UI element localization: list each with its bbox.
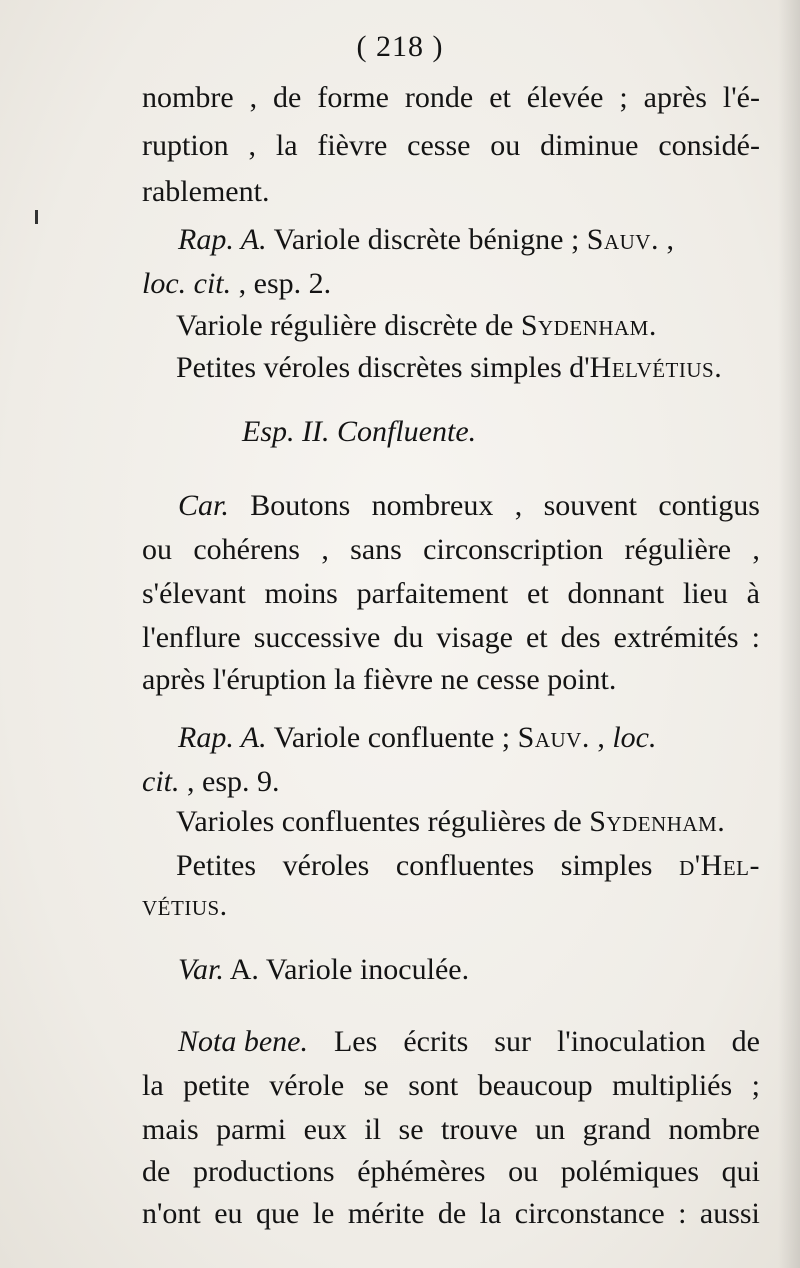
word: la	[275, 129, 298, 162]
word: que	[255, 1197, 300, 1230]
word: la	[479, 1197, 502, 1230]
sydenham-line-1	[142, 306, 794, 346]
word: régulière	[624, 533, 732, 566]
nota-word-3: sur	[494, 1025, 531, 1058]
nota-bene-label: Nota bene.	[178, 1025, 308, 1058]
sydenham-name-1: Sydenham.	[520, 309, 657, 342]
word: élevée	[526, 81, 604, 114]
rap-label-2: Rap. A.	[178, 721, 267, 754]
cit-label-2: cit.	[142, 765, 180, 798]
word: circonstance	[514, 1197, 665, 1230]
word: ou	[142, 533, 172, 566]
word: ;	[619, 81, 628, 114]
word: ;	[751, 1069, 760, 1102]
word: productions	[192, 1155, 335, 1188]
word: n'ont	[142, 1197, 201, 1230]
text-line-24	[142, 1194, 760, 1234]
word: se	[398, 1113, 424, 1146]
word: polémiques	[560, 1155, 699, 1188]
word: du	[393, 621, 424, 654]
helvetius-name-1: Helvétius.	[589, 351, 723, 384]
word: ,	[752, 533, 760, 566]
word: ,	[514, 489, 523, 522]
word: :	[678, 1197, 687, 1230]
word: forme	[317, 81, 389, 114]
species-heading	[142, 412, 800, 452]
rap-text-2: Variole confluente ;	[266, 721, 518, 754]
word: parmi	[216, 1113, 287, 1146]
word: ,	[248, 129, 257, 162]
word: l'é-	[722, 81, 760, 114]
word: nombre	[668, 1113, 760, 1146]
word: l'enflure	[142, 621, 241, 654]
word: ,	[249, 81, 258, 114]
word: trouve	[441, 1113, 518, 1146]
text-line-2	[142, 126, 760, 166]
word: souvent	[543, 489, 637, 522]
word: eu	[214, 1197, 243, 1230]
loc-cit-text: , esp. 2.	[231, 267, 332, 300]
page-number: ( 218 )	[356, 30, 444, 63]
sydenham-line-2	[142, 802, 794, 842]
helvetius-line-1	[142, 348, 794, 388]
word: et	[489, 81, 511, 114]
word: :	[751, 621, 760, 654]
word: beaucoup	[477, 1069, 593, 1102]
helvetius-name-2a: d'Hel-	[679, 849, 760, 882]
page-edge-shadow	[778, 0, 800, 1268]
word: de	[142, 1155, 171, 1188]
word: donnant	[567, 577, 665, 610]
word: des	[560, 621, 601, 654]
word: à	[746, 577, 760, 610]
word: de	[437, 1197, 467, 1230]
word: moins	[264, 577, 338, 610]
rap-end: ,	[658, 223, 674, 256]
word: ou	[490, 129, 521, 162]
word: lieu	[682, 577, 728, 610]
word: de	[273, 81, 302, 114]
word: mérite	[347, 1197, 425, 1230]
word: petite	[183, 1069, 250, 1102]
text-line-12	[142, 618, 760, 658]
word: le	[312, 1197, 335, 1230]
loc-cit-line	[142, 264, 760, 304]
helvetius-line-2	[142, 846, 760, 886]
loc-cit-label: loc. cit.	[142, 267, 232, 300]
cit-text-2: , esp. 9.	[179, 765, 280, 798]
word: et	[527, 577, 549, 610]
word: visage	[436, 621, 513, 654]
word: successive	[253, 621, 381, 654]
rapport-line	[142, 220, 760, 260]
word: cesse	[407, 129, 471, 162]
text-line-23	[142, 1152, 760, 1192]
word: s'élevant	[142, 577, 246, 610]
word: ,	[321, 533, 329, 566]
nota-word-2: écrits	[403, 1025, 469, 1058]
species-title: Confluente.	[336, 415, 477, 448]
word: nombreux	[371, 489, 494, 522]
nota-bene-line	[142, 1022, 760, 1062]
variety-line	[142, 950, 796, 990]
helvetius-word-3: confluentes	[395, 849, 535, 882]
text-line-13: après l'éruption la fièvre ne cesse point.	[142, 663, 617, 696]
rap-label: Rap. A.	[178, 223, 267, 256]
word: ou	[508, 1155, 539, 1188]
text-line-11	[142, 574, 760, 614]
rap-text: Variole discrète bénigne ;	[266, 223, 587, 256]
text-line-9	[142, 486, 760, 526]
cit-line-2	[142, 762, 760, 802]
word: contigus	[658, 489, 760, 522]
sauv-name-2: Sauv.	[517, 721, 590, 754]
word: multipliés	[612, 1069, 733, 1102]
nota-word-5: de	[731, 1025, 760, 1058]
sydenham-name-2: Sydenham.	[589, 805, 726, 838]
helvetius-word-4: simples	[560, 849, 653, 882]
word: aussi	[699, 1197, 760, 1230]
word: Boutons	[250, 489, 351, 522]
helvetius-text-1: Petites véroles discrètes simples d'	[176, 351, 590, 384]
word: il	[364, 1113, 382, 1146]
rap-mid-2: ,	[589, 721, 613, 754]
word: nombre	[142, 81, 234, 114]
word: éphémères	[357, 1155, 486, 1188]
word: extrémités	[613, 621, 739, 654]
word: Car.	[178, 489, 229, 522]
variety-label: Var.	[178, 953, 224, 986]
species-label: Esp. II.	[242, 415, 330, 448]
helvetius-word-2: véroles	[282, 849, 370, 882]
word: ruption	[142, 129, 229, 162]
word: sont	[408, 1069, 459, 1102]
word: sans	[350, 533, 402, 566]
word: après	[643, 81, 707, 114]
sydenham-text-1: Variole régulière discrète de	[176, 309, 521, 342]
text-line-22	[142, 1110, 760, 1150]
word: cohérens	[193, 533, 300, 566]
nota-word-1: Les	[333, 1025, 378, 1058]
word: un	[535, 1113, 566, 1146]
word: parfaitement	[356, 577, 509, 610]
word: et	[525, 621, 548, 654]
rapport-line-2	[142, 718, 760, 758]
word: grand	[582, 1113, 651, 1146]
word: diminue	[540, 129, 639, 162]
sauv-name: Sauv.	[586, 223, 659, 256]
text-line-10	[142, 530, 760, 570]
word: qui	[721, 1155, 760, 1188]
word: circonscription	[423, 533, 604, 566]
word: eux	[303, 1113, 347, 1146]
helvetius-name-2b: vétius.	[142, 889, 228, 922]
text-line-21	[142, 1066, 760, 1106]
word: vérole	[269, 1069, 345, 1102]
helvetius-word-1: Petites	[176, 849, 256, 882]
word: se	[363, 1069, 389, 1102]
margin-mark	[35, 210, 38, 224]
word: mais	[142, 1113, 199, 1146]
word: la	[142, 1069, 164, 1102]
text-line-3: rablement.	[142, 175, 270, 208]
sydenham-text-2: Varioles confluentes régulières de	[176, 805, 590, 838]
loc-label-2: loc.	[612, 721, 657, 754]
text-line-1	[142, 78, 760, 118]
word: considé-	[658, 129, 760, 162]
nota-word-4: l'inoculation	[556, 1025, 706, 1058]
word: fièvre	[317, 129, 388, 162]
variety-text: A. Variole inoculée.	[223, 953, 470, 986]
word: ronde	[404, 81, 474, 114]
